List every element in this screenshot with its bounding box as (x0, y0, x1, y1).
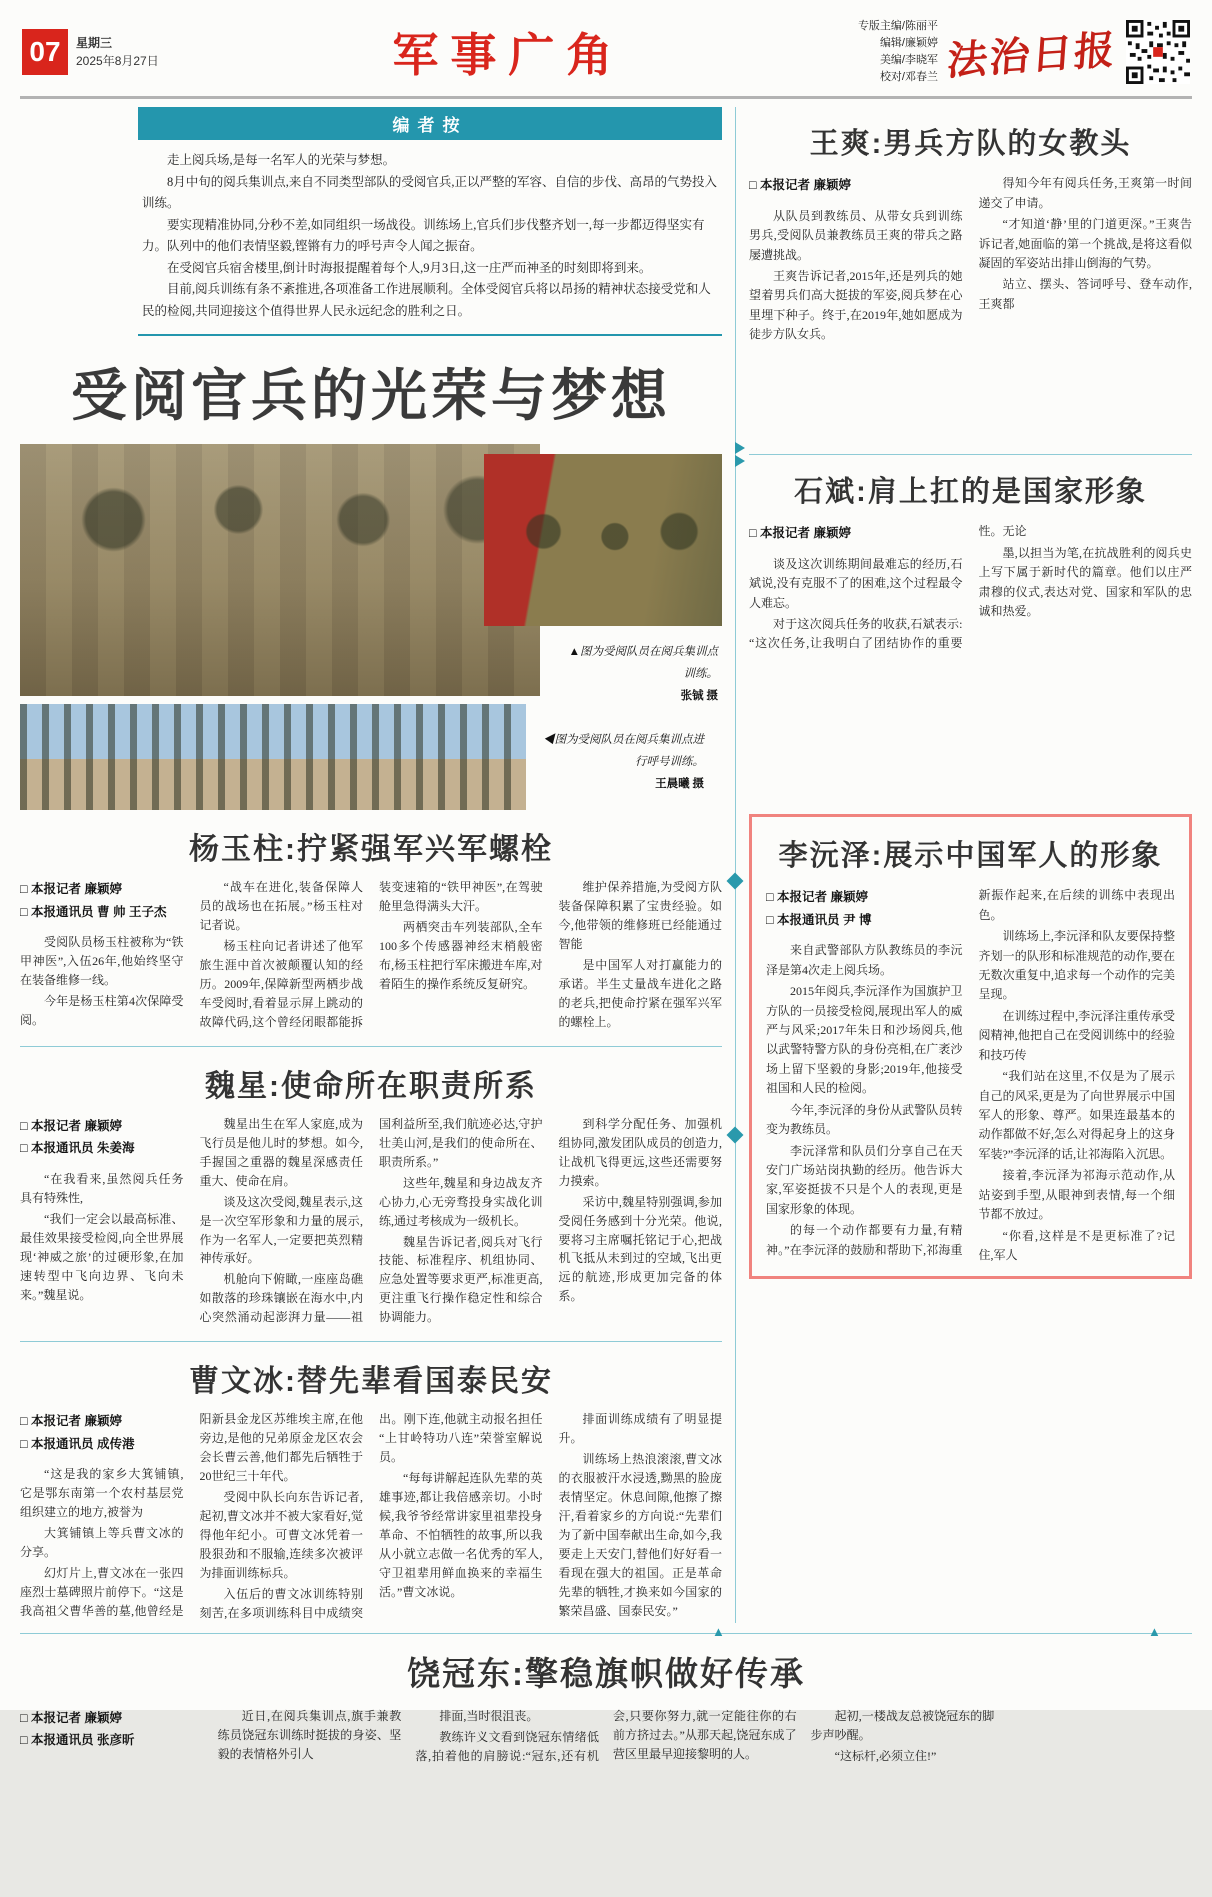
divider (749, 454, 1192, 455)
triangle-up-icon: ▲ (1148, 1623, 1161, 1639)
article-yangyuzhu (20, 824, 722, 1032)
paragraph: 墨,以担当为笔,在抗战胜利的阅兵史上写下属于新时代的篇章。他们以庄严肃穆的仪式,表达对党、国家和军队的忠诚和热爱。 (978, 545, 1192, 618)
byline-line: □ 本报通讯员 尹 博 (766, 912, 872, 927)
paragraph: 王爽告诉记者,2015年,还是列兵的她望着男兵们高大挺拔的军姿,阅兵梦在心里埋下种子。终于,在2019年,她如愿成为徒步方队女兵。 (749, 269, 963, 342)
article-body (20, 1410, 722, 1622)
photo-collage (20, 442, 722, 810)
byline-line: □ 本报记者 廉颖婷 (749, 526, 851, 541)
article-headline: 李沅泽:展示中国军人的形象 (778, 840, 1163, 873)
paragraph: 受阅队员杨玉柱被称为“铁甲神医”,入伍26年,他始终坚守在装备维修一线。 (20, 935, 184, 988)
paragraph: 魏星出生在军人家庭,成为飞行员是他儿时的梦想。如今,手握国之重器的魏星深感责任重大、使命在肩。 (199, 1116, 363, 1188)
paragraph: 谈及这次训练期间最难忘的经历,石斌说,没有克服不了的困难,这个过程最令人难忘。 (749, 556, 963, 610)
photo-soldiers-closeup (20, 444, 540, 696)
paragraph: “战车在进化,装备保障人员的战场也在拓展。”杨玉柱对记者说。 (199, 880, 363, 933)
paragraph: 这些年,魏星和身边战友齐心协力,心无旁骛投身实战化训练,通过考核成为一级机长。 (379, 1175, 543, 1228)
byline-line: □ 本报记者 廉颖婷 (766, 890, 868, 905)
paragraph: 得知今年有阅兵任务,王爽第一时间递交了申请。 (978, 176, 1192, 210)
paragraph: 教练许义文看到饶冠东情绪低落,拍着他的肩膀说:“冠东,还有机会,只要你努力,就一定能往你的右前方挤过去。”从那天起,饶冠东成了营区里最早迎接黎明的人。 (415, 1708, 797, 1763)
paragraph: 谈及这次受阅,魏星表示,这是一次空军形象和力量的展示,作为一名军人,一定要把英烈精神传承好。 (199, 1194, 363, 1266)
paragraph: 排面训练成绩有了明显提升。 (558, 1412, 722, 1446)
article-headline: 杨玉柱:拧紧强军兴军螺栓 (189, 833, 553, 867)
paragraph: 从队员到教练员、从带女兵到训练男兵,受阅队员兼教练员王爽的带兵之路屡遭挑战。 (749, 208, 963, 262)
main-content (20, 107, 1192, 1623)
byline (20, 1115, 184, 1160)
paragraph: 到科学分配任务、加强机组协同,激发团队成员的创造力,让战机飞得更远,这些还需要努力摸索。 (558, 1116, 722, 1188)
credit-line: 专版主编/陈丽平 (857, 20, 938, 32)
byline (20, 1707, 204, 1752)
masthead (20, 12, 1192, 99)
photo-marching-formation (20, 704, 526, 810)
byline-line: □ 本报通讯员 曹 帅 王子杰 (20, 904, 167, 919)
byline-line: □ 本报记者 廉颖婷 (20, 1710, 122, 1725)
divider (20, 1046, 722, 1047)
photo-credit: 王晨曦 摄 (655, 777, 704, 790)
credit-line: 校对/邓春兰 (879, 71, 938, 84)
byline-line: □ 本报通讯员 张彦昕 (20, 1733, 135, 1748)
page-number: 07 (22, 29, 68, 75)
credit-line: 编辑/廉颖婷 (879, 37, 938, 50)
paragraph: 杨玉柱向记者讲述了他军旅生涯中首次被颠覆认知的经历。2009年,保障新型两栖步战车受阅时,看着显示屏上跳动的故障代码,这个曾经闭眼都能拆装变速箱的“铁甲神医”,在驾驶舱里急得满头大汗。 (199, 880, 543, 1029)
article-liyuanze-highlight-box (749, 814, 1192, 1278)
byline (20, 878, 184, 923)
paragraph: 今年是杨玉柱第4次保障受阅。 (20, 994, 184, 1027)
paragraph: 来自武警部队方队教练员的李沅泽是第4次走上阅兵场。 (766, 943, 963, 977)
paragraph: “你看,这样是不是更标准了?记住,军人 (978, 1228, 1175, 1263)
byline-line: □ 本报通讯员 成传港 (20, 1436, 135, 1451)
paragraph: 受阅中队长向东告诉记者,起初,曹文冰并不被大家看好,觉得他年纪小。可曹文冰凭着一股狠劲和不服输,连续多次被评为排面训练标兵。 (199, 1490, 363, 1580)
byline-line: □ 本报记者 廉颖婷 (20, 1414, 122, 1429)
paragraph: 训练场上热浪滚滚,曹文冰的衣服被汗水浸透,黝黑的脸庞表情坚定。休息间隙,他擦了擦汗,看着家乡的方向说:“先辈们为了新中国奉献出生命,如今,我要走上天安门,替他们好好看一看现在强大的祖国。正是革命先辈的牺牲,才换来如今国家的繁荣昌盛、国泰民安。” (558, 1452, 722, 1618)
paragraph: 对于这次阅兵任务的收获,石斌表示:“这次任务,让我明白了团结协作的重要性。无论 (749, 524, 1027, 651)
article-body (749, 522, 1192, 798)
triangle-marker-icon (735, 455, 745, 467)
paper-name: 法治日报 (945, 26, 1118, 84)
article-headline: 曹文冰:替先辈看国泰民安 (189, 1365, 553, 1399)
credits (858, 18, 938, 86)
paragraph: 魏星告诉记者,阅兵对飞行技能、标准程序、机组协同、应急处置等要求更严,标准更高,更注重飞行操作稳定性和综合协调能力。 (379, 1234, 543, 1325)
article-headline: 王爽:男兵方队的女教头 (809, 128, 1132, 161)
editor-note-paragraph: 在受阅官兵宿舍楼里,倒计时海报提醒着每个人,9月3日,这一庄严而神圣的时刻即将到来。 (167, 260, 652, 275)
article-body (20, 1707, 1192, 1897)
paragraph: 排面,当时很沮丧。 (439, 1708, 539, 1723)
editor-note-label: 编者按 (138, 107, 722, 140)
section-title: 军事广角 (392, 29, 625, 82)
paragraph: “这标杆,必须立住!” (834, 1748, 937, 1763)
article-headline: 饶冠东:擎稳旗帜做好传承 (407, 1654, 805, 1692)
photo-female-formation (484, 454, 722, 626)
diamond-marker (727, 1127, 744, 1144)
weekday: 星期三 (76, 36, 113, 51)
byline (766, 886, 963, 931)
article-headline: 石斌:肩上扛的是国家形象 (794, 476, 1147, 509)
paragraph: 维护保养措施,为受阅方队装备保障积累了宝贵经验。如今,他带领的维修班已经能通过智能 (558, 880, 722, 952)
article-headline: 魏星:使命所在职责所系 (205, 1069, 537, 1103)
article-weixing (20, 1061, 722, 1327)
editor-note-paragraph: 走上阅兵场,是每一名军人的光荣与梦想。 (167, 153, 396, 168)
paragraph: 在训练过程中,李沅泽注重传承受阅精神,他把自己在受阅训练中的经验和技巧传 (978, 1008, 1175, 1062)
divider (20, 1341, 722, 1342)
paragraph: 站立、摆头、答词呼号、登车动作,王爽都 (978, 277, 1192, 311)
qr-code-icon (1126, 20, 1190, 84)
diamond-marker (727, 873, 744, 890)
article-wangshuang (749, 121, 1192, 442)
article-body (749, 174, 1192, 442)
triangle-marker-icon (735, 442, 745, 454)
paragraph: 2015年阅兵,李沅泽作为国旗护卫方队的一员接受检阅,展现出军人的威严与风采;2017年朱日和沙场阅兵,他以武警特警方队的身份亮相,在广袤沙场上留下坚毅的身影;2019年,他接受祖国和人民的检阅。 (766, 984, 963, 1096)
editor-note-paragraph: 8月中旬的阅兵集训点,来自不同类型部队的受阅官兵,正以严整的军容、自信的步伐、高昂的气势投入训练。 (142, 174, 718, 211)
paragraph: “我们一定会以最高标准、最佳效果接受检阅,向全世界展现‘神威之旅’的过硬形象,在加速转型中飞向边界、飞向未来。”魏星说。 (20, 1211, 184, 1302)
masthead-right (858, 18, 1190, 86)
paragraph: 幻灯片上,曹文冰在一张四座烈士墓碑照片前停下。“这是我高祖父曹华善的墓,他曾经是阳新县金龙区苏维埃主席,在他旁边,是他的兄弟原金龙区农会会长曹云善,他们都先后牺牲于20世纪三十年代。 (20, 1412, 363, 1618)
byline (749, 522, 963, 545)
bottom-section (20, 1623, 1192, 1897)
date-block (76, 34, 159, 70)
editor-note-paragraph: 目前,阅兵训练有条不紊推进,各项准备工作进展顺利。全体受阅官兵将以昂扬的精神状态接受党和人民的检阅,共同迎接这个值得世界人民永远纪念的胜利之日。 (142, 282, 711, 318)
paragraph: “这是我的家乡大箕铺镇,它是鄂东南第一个农村基层党组织建立的地方,被誉为 (20, 1467, 184, 1520)
byline (749, 174, 963, 197)
photo-caption-2 (536, 730, 704, 796)
byline-line: □ 本报记者 廉颖婷 (20, 882, 122, 897)
article-body (20, 878, 722, 1032)
date: 2025年8月27日 (76, 54, 159, 69)
paragraph: 起初,一楼战友总被饶冠东的脚步声吵醒。 (810, 1708, 995, 1742)
article-caowenbing (20, 1356, 722, 1622)
editor-note-paragraph: 要实现精准协同,分秒不差,如同组织一场战役。训练场上,官兵们步伐整齐划一,每一步都迈得坚实有力。队列中的他们表情坚毅,铿锵有力的呼号声令人闻之振奋。 (142, 217, 705, 254)
paragraph: 李沅泽常和队员们分享自己在天安门广场站岗执勤的经历。他告诉大家,军姿挺拔不只是个人的表现,更是国家形象的体现。 (766, 1143, 963, 1216)
byline-line: □ 本报通讯员 朱姜海 (20, 1141, 135, 1156)
paragraph: 机舱向下俯瞰,一座座岛礁如散落的珍珠镶嵌在海水中,内心突然涌动起澎湃力量——祖国利益所至,我们航迹必达,守护壮美山河,是我们的使命所在、职责所系。” (199, 1116, 543, 1325)
triangle-up-icon: ▲ (712, 1623, 725, 1639)
paragraph: 的每一个动作都要有力量,有精神。”在李沅泽的鼓励和帮助下,祁海重新振作起来,在后续的训练中表现出色。 (766, 888, 1175, 1257)
photo-caption-1 (568, 642, 718, 708)
right-column (749, 107, 1192, 1623)
editor-note-body (138, 140, 722, 336)
paragraph: 入伍后的曹文冰训练特别刻苦,在多项训练科目中成绩突出。刚下连,他就主动报名担任“上甘岭特功八连”荣誉室解说员。 (199, 1412, 543, 1620)
caption-text: ▲图为受阅队员在阅兵集训点训练。 (568, 646, 718, 681)
left-column (20, 107, 722, 1623)
lead-headline: 受阅官兵的光荣与梦想 (71, 364, 671, 428)
article-body (766, 886, 1175, 1265)
paragraph: 两栖突击车列装部队,全车100多个传感器神经末梢般密布,杨玉柱把行军床搬进车库,对着陌生的操作系统反复研究。 (379, 920, 543, 991)
paragraph: 接着,李沅泽为祁海示范动作,从站姿到手型,从眼神到表情,每一个细节都不放过。 (978, 1168, 1175, 1222)
paragraph: 采访中,魏星特别强调,参加受阅任务感到十分光荣。他说,要将习主席嘱托铭记于心,把战机飞抵从未到过的空域,飞出更远的航迹,形成更加完备的体系。 (558, 1194, 722, 1304)
paragraph: “每每讲解起连队先辈的英雄事迹,都让我倍感亲切。小时候,我爷爷经常讲家里祖辈投身革命、不怕牺牲的故事,所以我从小就立志做一名优秀的军人,守卫祖辈用鲜血换来的幸福生活。”曹文冰说。 (379, 1471, 543, 1599)
byline (20, 1410, 184, 1455)
paragraph: 训练场上,李沅泽和队友要保持整齐划一的队形和标准规范的动作,要在无数次重复中,追求每一个动作的完美呈现。 (978, 929, 1175, 1002)
article-shibin (749, 469, 1192, 798)
column-divider (735, 107, 736, 1623)
paragraph: 近日,在阅兵集训点,旗手兼教练员饶冠东训练时挺拔的身姿、坚毅的表情格外引人 (217, 1708, 402, 1761)
paragraph: 是中国军人对打赢能力的承诺。半生丈量战车进化之路的老兵,把使命拧紧在强军兴军的螺栓上。 (558, 958, 722, 1029)
paragraph: “才知道‘静’里的门道更深。”王爽告诉记者,她面临的第一个挑战,是将这看似凝固的军姿站出排山倒海的气势。 (978, 217, 1192, 270)
byline-line: □ 本报记者 廉颖婷 (749, 178, 851, 193)
byline-line: □ 本报记者 廉颖婷 (20, 1118, 122, 1133)
paragraph: 大箕铺镇上等兵曹文冰的分享。 (20, 1526, 184, 1560)
paragraph: “在我看来,虽然阅兵任务具有特殊性, (20, 1171, 184, 1205)
photo-credit: 张铖 摄 (680, 689, 718, 702)
paragraph: 今年,李沅泽的身份从武警队员转变为教练员。 (766, 1102, 963, 1137)
editor-note (138, 107, 722, 336)
credit-line: 美编/李晓军 (879, 54, 938, 67)
paragraph: “我们站在这里,不仅是为了展示自己的风采,更是为了向世界展示中国军人的形象、尊严。如果连最基本的动作都做不好,怎么对得起身上的这身军装?”李沅泽的话,让祁海陷入沉思。 (978, 1069, 1175, 1161)
caption-text: ◀图为受阅队员在阅兵集训点进行呼号训练。 (543, 734, 704, 769)
article-body (20, 1115, 722, 1327)
